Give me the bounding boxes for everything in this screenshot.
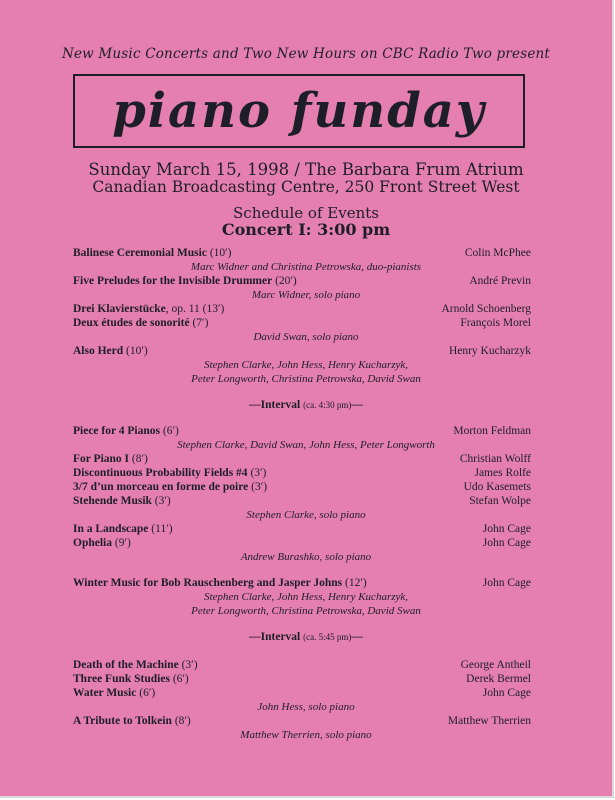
work-title: Ophelia (9′) <box>73 537 131 549</box>
performers: David Swan, solo piano <box>253 331 359 343</box>
work-title: In a Landscape (11′) <box>73 523 173 535</box>
performers: Stephen Clarke, solo piano <box>246 509 366 521</box>
composer: John Cage <box>482 687 531 699</box>
work-title: 3/7 d’un morceau en forme de poire (3′) <box>73 481 268 493</box>
work-title: Death of the Machine (3′) <box>73 659 198 671</box>
composer: Henry Kucharzyk <box>448 345 531 357</box>
composer: George Antheil <box>460 659 531 671</box>
composer: Morton Feldman <box>453 425 531 437</box>
presenters-line: New Music Concerts and Two New Hours on CBC Radio Two present <box>61 46 551 62</box>
composer: André Previn <box>469 275 531 287</box>
schedule-heading: Schedule of Events <box>233 204 379 222</box>
performers: Stephen Clarke, David Swan, John Hess, Peter Longworth <box>177 439 435 451</box>
work-title: Drei Klavierstücke, op. 11 (13′) <box>73 303 225 315</box>
concert-heading: Concert I: 3:00 pm <box>221 220 391 239</box>
performers: Matthew Therrien, solo piano <box>240 729 372 741</box>
event-title: piano funday <box>112 83 486 139</box>
work-title: Deux études de sonorité (7′) <box>73 317 209 329</box>
performers: Marc Widner, solo piano <box>251 289 361 301</box>
composer: Colin McPhee <box>464 247 531 259</box>
work-title: Winter Music for Bob Rauschenberg and Jasper Johns (12′) <box>73 577 367 589</box>
composer: John Cage <box>482 523 531 535</box>
performers: Peter Longworth, Christina Petrowska, David Swan <box>191 373 421 385</box>
composer: John Cage <box>482 577 531 589</box>
performers: Stephen Clarke, John Hess, Henry Kucharzyk, <box>203 591 409 603</box>
composer: Arnold Schoenberg <box>441 303 531 315</box>
composer: Christian Wolff <box>459 453 531 465</box>
performers: Stephen Clarke, John Hess, Henry Kucharzyk, <box>203 359 409 371</box>
work-title: For Piano I (8′) <box>73 453 148 465</box>
work-title: Stehende Musik (3′) <box>73 495 171 507</box>
performers: Peter Longworth, Christina Petrowska, David Swan <box>191 605 421 617</box>
composer: John Cage <box>482 537 531 549</box>
composer: Udo Kasemets <box>463 481 531 493</box>
work-title: Five Preludes for the Invisible Drummer (20′) <box>73 275 297 287</box>
address: Canadian Broadcasting Centre, 250 Front Street West <box>92 178 520 196</box>
performers: Andrew Burashko, solo piano <box>240 551 372 563</box>
composer: Stefan Wolpe <box>469 495 531 507</box>
work-title: Balinese Ceremonial Music (10′) <box>73 247 232 259</box>
interval-2: —Interval (ca. 5:45 pm)— <box>249 631 363 643</box>
composer: Matthew Therrien <box>447 715 531 727</box>
composer: François Morel <box>460 317 531 329</box>
title-box <box>73 74 525 148</box>
performers: Marc Widner and Christina Petrowska, duo-pianists <box>190 261 422 273</box>
work-title: Discontinuous Probability Fields #4 (3′) <box>73 467 267 479</box>
work-title: Three Funk Studies (6′) <box>73 673 189 685</box>
work-title: A Tribute to Tolkein (8′) <box>73 715 191 727</box>
work-title: Piece for 4 Pianos (6′) <box>73 425 179 437</box>
work-title: Water Music (6′) <box>73 687 156 699</box>
composer: Derek Bermel <box>466 673 531 685</box>
date-venue: Sunday March 15, 1998 / The Barbara Frum Atrium <box>88 160 524 179</box>
work-title: Also Herd (10′) <box>73 345 148 357</box>
performers: John Hess, solo piano <box>257 701 355 713</box>
interval-1: —Interval (ca. 4:30 pm)— <box>249 399 363 411</box>
composer: James Rolfe <box>474 467 531 479</box>
